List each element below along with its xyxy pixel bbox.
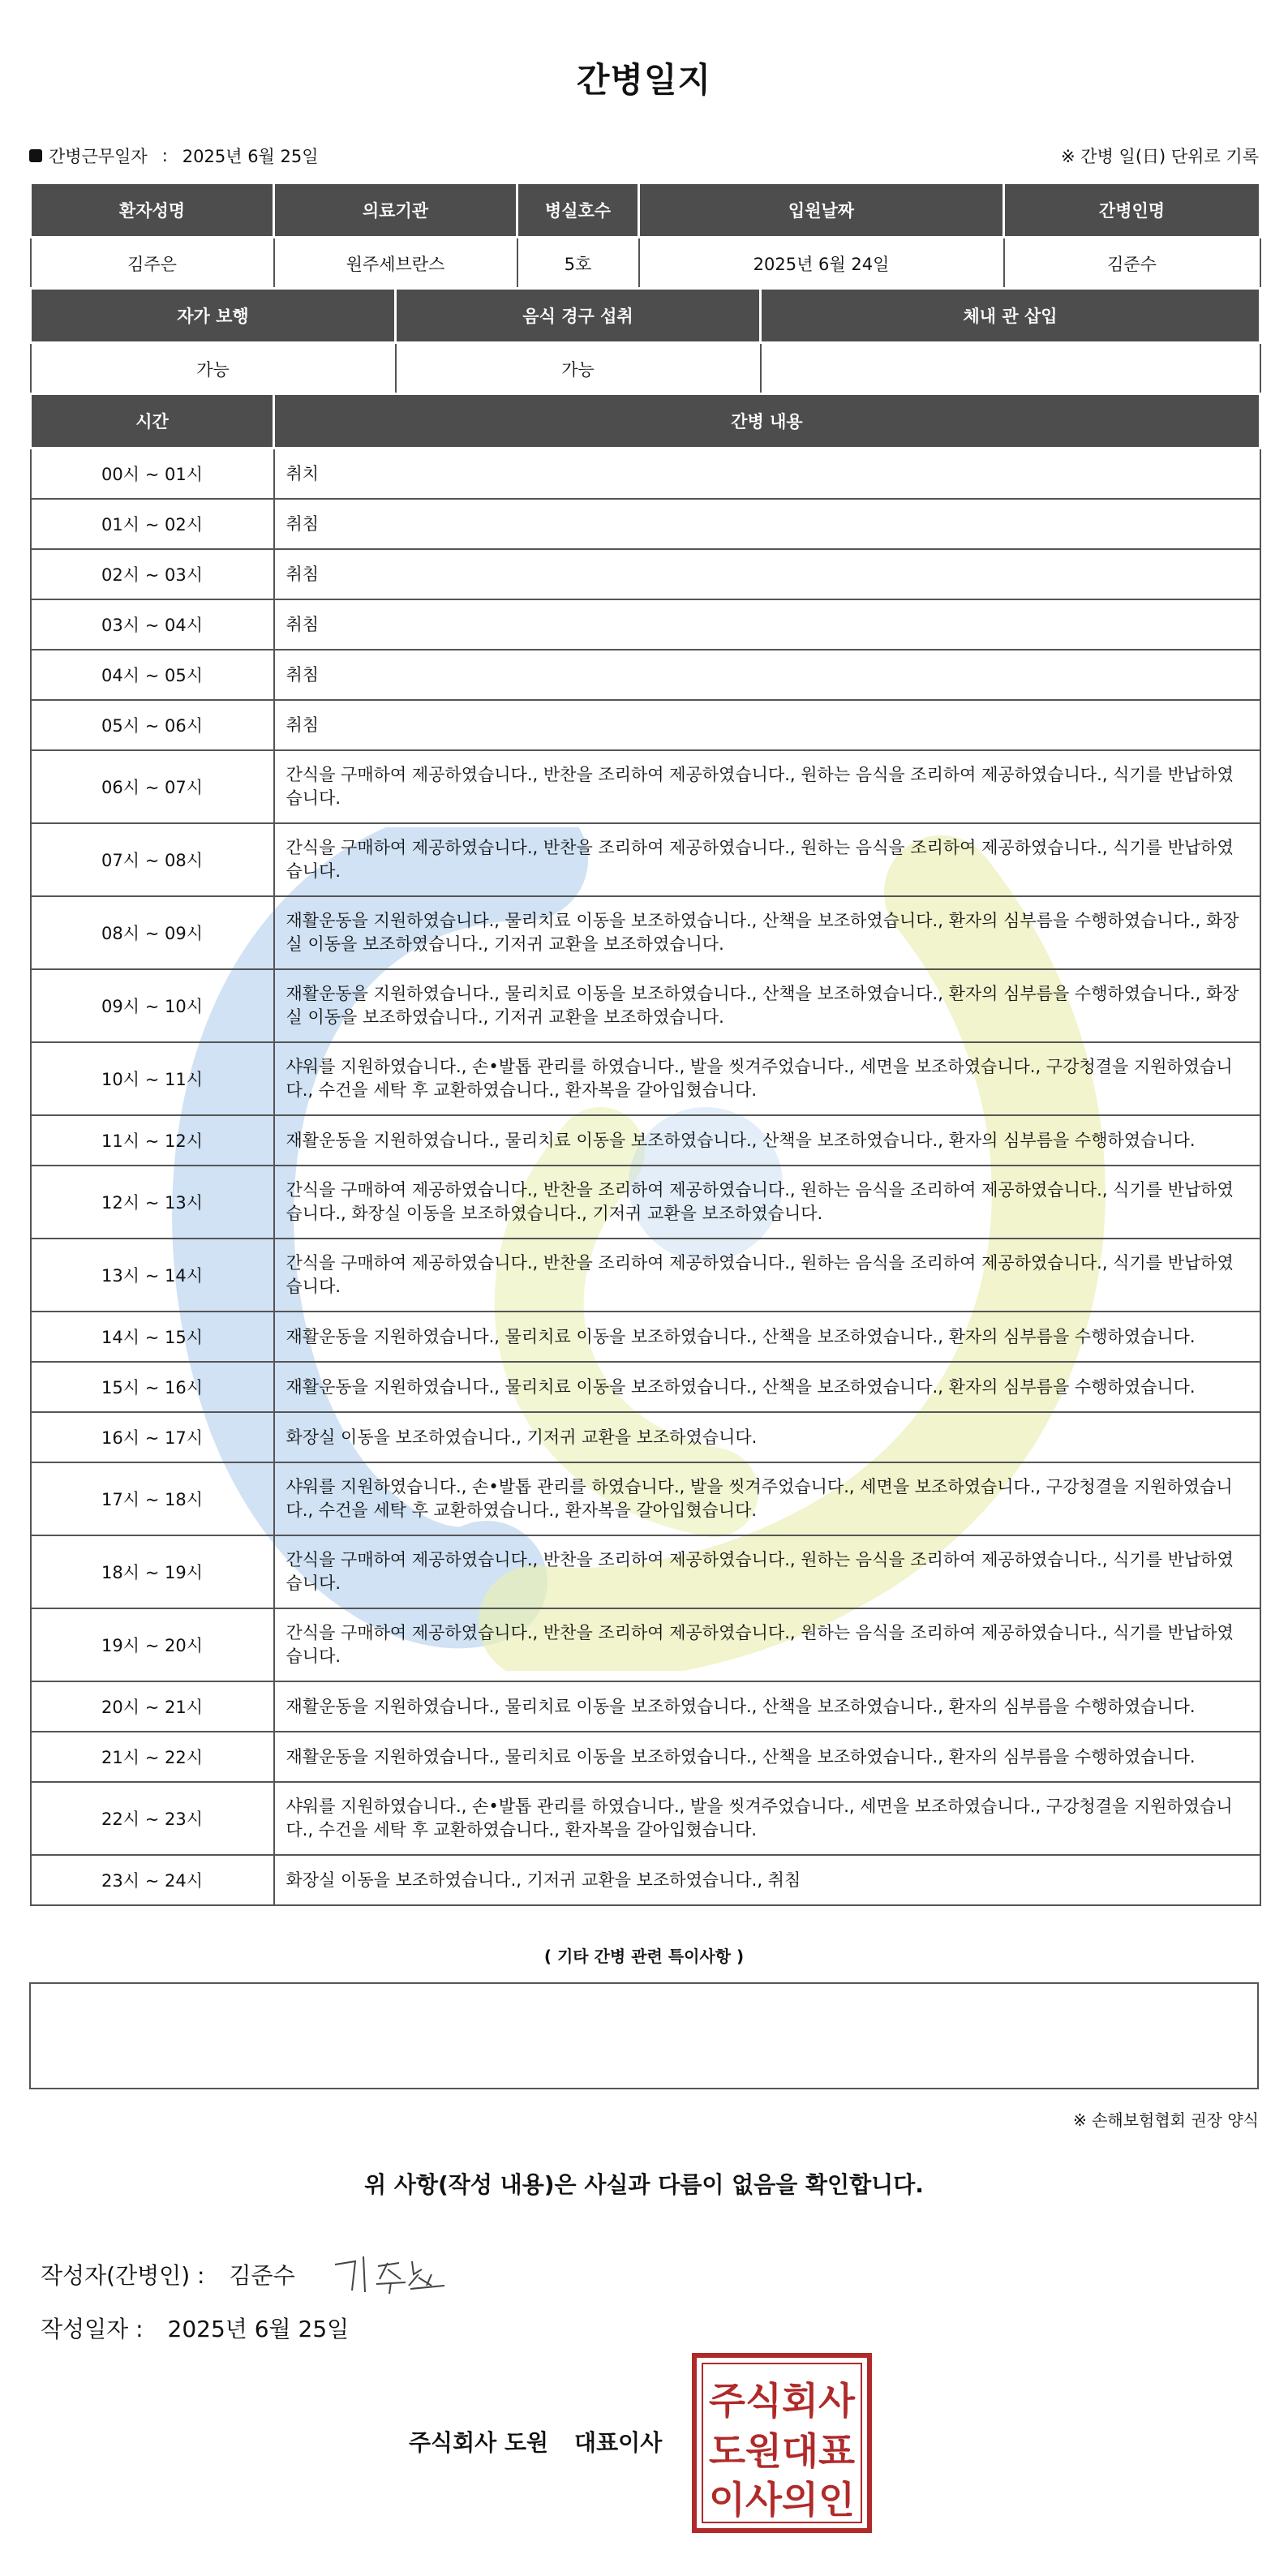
svg-text:이사의인: 이사의인	[709, 2478, 855, 2522]
care-log-row	[31, 1855, 1260, 1905]
written-date-row	[41, 2312, 349, 2344]
work-date-separator: :	[161, 146, 168, 165]
care-log-time: 14시 ~ 15시	[31, 1312, 274, 1362]
header-admission-date: 입원날짜	[639, 183, 1004, 238]
care-log-time: 13시 ~ 14시	[31, 1239, 274, 1312]
patient-status-table	[29, 287, 1261, 396]
company-row	[409, 2425, 662, 2458]
care-log-row	[31, 599, 1260, 650]
care-log-row	[31, 1681, 1260, 1732]
patient-name: 김주은	[31, 238, 274, 290]
care-log-content: 재활운동을 지원하였습니다., 물리치료 이동을 보조하였습니다., 산책을 보조하였습니다., 환자의 심부름을 수행하였습니다., 화장실 이동을 보조하였습니다., 기저귀 교환을 보조하였습니다.	[274, 969, 1260, 1042]
care-log-row	[31, 750, 1260, 823]
care-log-content: 화장실 이동을 보조하였습니다., 기저귀 교환을 보조하였습니다., 취침	[274, 1855, 1260, 1905]
svg-text:주식회사: 주식회사	[709, 2379, 856, 2423]
care-log-content: 샤워를 지원하였습니다., 손•발톱 관리를 하였습니다., 발을 씻겨주었습니다., 세면을 보조하였습니다., 구강청결을 지원하였습니다., 수건을 세탁 후 교환하였습니다., 환자복을 갈아입혔습니다.	[274, 1042, 1260, 1115]
care-log-row	[31, 449, 1260, 500]
self-walking-value: 가능	[31, 343, 396, 396]
care-log-time: 16시 ~ 17시	[31, 1412, 274, 1462]
signature-image	[331, 2250, 453, 2299]
page-title: 간병일지	[576, 60, 712, 100]
admission-date: 2025년 6월 24일	[639, 238, 1004, 290]
care-log-time: 05시 ~ 06시	[31, 700, 274, 750]
header-hospital: 의료기관	[274, 183, 517, 238]
header-caregiver-name: 간병인명	[1004, 183, 1260, 238]
company-name: 주식회사 도원	[409, 2429, 549, 2456]
header-room: 병실호수	[517, 183, 639, 238]
header-time: 시간	[31, 394, 274, 449]
special-notes-box	[29, 1982, 1259, 2089]
header-self-walking: 자가 보행	[31, 289, 396, 343]
svg-text:도원대표: 도원대표	[709, 2429, 856, 2473]
unit-note: ※ 간병 일(日) 단위로 기록	[1061, 147, 1259, 166]
care-log-content: 간식을 구매하여 제공하였습니다., 반찬을 조리하여 제공하였습니다., 원하는 음식을 조리하여 제공하였습니다., 식기를 반납하였습니다.	[274, 1239, 1260, 1312]
care-log-row	[31, 700, 1260, 750]
care-log-content: 간식을 구매하여 제공하였습니다., 반찬을 조리하여 제공하였습니다., 원하는 음식을 조리하여 제공하였습니다., 식기를 반납하였습니다., 화장실 이동을 보조하였습니다., 기저귀 교환을 보조하였습니다.	[274, 1166, 1260, 1239]
care-log-time: 02시 ~ 03시	[31, 549, 274, 599]
care-log-time: 03시 ~ 04시	[31, 599, 274, 650]
care-log-time: 23시 ~ 24시	[31, 1855, 274, 1905]
care-log-row	[31, 1239, 1260, 1312]
care-log-row	[31, 1115, 1260, 1166]
care-log-content: 취침	[274, 499, 1260, 549]
care-log-row	[31, 1462, 1260, 1535]
tube-insertion-value	[761, 343, 1260, 396]
written-date-label: 작성일자 :	[41, 2316, 144, 2342]
ceo-title: 대표이사	[574, 2429, 663, 2456]
patient-info-table	[29, 182, 1261, 290]
care-log-content: 취침	[274, 599, 1260, 650]
room-number: 5호	[517, 238, 639, 290]
company-seal-stamp	[691, 2352, 873, 2534]
care-log-time: 11시 ~ 12시	[31, 1115, 274, 1166]
care-log-content: 재활운동을 지원하였습니다., 물리치료 이동을 보조하였습니다., 산책을 보조하였습니다., 환자의 심부름을 수행하였습니다.	[274, 1362, 1260, 1412]
care-log-row	[31, 1312, 1260, 1362]
care-log-content: 샤워를 지원하였습니다., 손•발톱 관리를 하였습니다., 발을 씻겨주었습니다., 세면을 보조하였습니다., 구강청결을 지원하였습니다., 수건을 세탁 후 교환하였습니다., 환자복을 갈아입혔습니다.	[274, 1782, 1260, 1855]
care-log-content: 간식을 구매하여 제공하였습니다., 반찬을 조리하여 제공하였습니다., 원하는 음식을 조리하여 제공하였습니다., 식기를 반납하였습니다.	[274, 1608, 1260, 1681]
work-date-label: 간병근무일자	[49, 147, 148, 166]
care-log-row	[31, 823, 1260, 896]
square-bullet-icon	[29, 149, 42, 162]
care-log-time: 00시 ~ 01시	[31, 449, 274, 500]
care-log-body	[31, 449, 1260, 1906]
care-log-row	[31, 1782, 1260, 1855]
care-log-table	[29, 393, 1261, 1906]
care-log-row	[31, 549, 1260, 599]
care-log-content: 화장실 이동을 보조하였습니다., 기저귀 교환을 보조하였습니다.	[274, 1412, 1260, 1462]
care-log-row	[31, 896, 1260, 969]
header-patient-name: 환자성명	[31, 183, 274, 238]
care-log-time: 15시 ~ 16시	[31, 1362, 274, 1412]
care-log-row	[31, 1535, 1260, 1608]
care-log-content: 취침	[274, 700, 1260, 750]
care-log-content: 재활운동을 지원하였습니다., 물리치료 이동을 보조하였습니다., 산책을 보조하였습니다., 환자의 심부름을 수행하였습니다.	[274, 1312, 1260, 1362]
care-log-content: 간식을 구매하여 제공하였습니다., 반찬을 조리하여 제공하였습니다., 원하는 음식을 조리하여 제공하였습니다., 식기를 반납하였습니다.	[274, 1535, 1260, 1608]
writer-name: 김준수	[229, 2262, 295, 2289]
form-note: ※ 손해보험협회 권장 양식	[1072, 2110, 1259, 2130]
care-log-content: 재활운동을 지원하였습니다., 물리치료 이동을 보조하였습니다., 산책을 보조하였습니다., 환자의 심부름을 수행하였습니다.	[274, 1681, 1260, 1732]
care-log-row	[31, 1362, 1260, 1412]
care-log-content: 간식을 구매하여 제공하였습니다., 반찬을 조리하여 제공하였습니다., 원하는 음식을 조리하여 제공하였습니다., 식기를 반납하였습니다.	[274, 823, 1260, 896]
care-log-time: 10시 ~ 11시	[31, 1042, 274, 1115]
care-log-content: 간식을 구매하여 제공하였습니다., 반찬을 조리하여 제공하였습니다., 원하는 음식을 조리하여 제공하였습니다., 식기를 반납하였습니다.	[274, 750, 1260, 823]
care-log-row	[31, 1166, 1260, 1239]
care-log-row	[31, 969, 1260, 1042]
care-log-time: 09시 ~ 10시	[31, 969, 274, 1042]
care-log-content: 재활운동을 지원하였습니다., 물리치료 이동을 보조하였습니다., 산책을 보조하였습니다., 환자의 심부름을 수행하였습니다.	[274, 1115, 1260, 1166]
header-care-content: 간병 내용	[274, 394, 1260, 449]
care-log-time: 17시 ~ 18시	[31, 1462, 274, 1535]
writer-row	[41, 2250, 453, 2299]
care-log-row	[31, 1412, 1260, 1462]
care-log-row	[31, 1732, 1260, 1782]
header-tube-insertion: 체내 관 삽입	[761, 289, 1260, 343]
written-date-value: 2025년 6월 25일	[167, 2316, 350, 2342]
care-log-time: 04시 ~ 05시	[31, 650, 274, 700]
care-log-time: 20시 ~ 21시	[31, 1681, 274, 1732]
care-log-content: 샤워를 지원하였습니다., 손•발톱 관리를 하였습니다., 발을 씻겨주었습니다., 세면을 보조하였습니다., 구강청결을 지원하였습니다., 수건을 세탁 후 교환하였습니다., 환자복을 갈아입혔습니다.	[274, 1462, 1260, 1535]
care-log-time: 08시 ~ 09시	[31, 896, 274, 969]
care-log-row	[31, 499, 1260, 549]
caregiver-name: 김준수	[1004, 238, 1260, 290]
care-log-content: 취침	[274, 650, 1260, 700]
meta-row	[29, 140, 1259, 172]
care-log-content: 취침	[274, 549, 1260, 599]
care-log-time: 21시 ~ 22시	[31, 1732, 274, 1782]
special-notes-title: ( 기타 간병 관련 특이사항 )	[543, 1947, 745, 1966]
care-log-time: 18시 ~ 19시	[31, 1535, 274, 1608]
care-log-row	[31, 1608, 1260, 1681]
care-log-time: 12시 ~ 13시	[31, 1166, 274, 1239]
care-log-row	[31, 650, 1260, 700]
care-log-content: 취치	[274, 449, 1260, 500]
care-log-time: 01시 ~ 02시	[31, 499, 274, 549]
hospital: 원주세브란스	[274, 238, 517, 290]
oral-intake-value: 가능	[396, 343, 761, 396]
care-log-row	[31, 1042, 1260, 1115]
care-log-time: 06시 ~ 07시	[31, 750, 274, 823]
care-log-time: 22시 ~ 23시	[31, 1782, 274, 1855]
care-log-content: 재활운동을 지원하였습니다., 물리치료 이동을 보조하였습니다., 산책을 보조하였습니다., 환자의 심부름을 수행하였습니다.	[274, 1732, 1260, 1782]
confirmation-statement: 위 사항(작성 내용)은 사실과 다름이 없음을 확인합니다.	[364, 2171, 924, 2198]
work-date-value: 2025년 6월 25일	[182, 147, 319, 166]
care-log-time: 07시 ~ 08시	[31, 823, 274, 896]
care-log-content: 재활운동을 지원하였습니다., 물리치료 이동을 보조하였습니다., 산책을 보조하였습니다., 환자의 심부름을 수행하였습니다., 화장실 이동을 보조하였습니다., 기저귀 교환을 보조하였습니다.	[274, 896, 1260, 969]
writer-label: 작성자(간병인) :	[41, 2262, 205, 2289]
care-log-time: 19시 ~ 20시	[31, 1608, 274, 1681]
header-oral-intake: 음식 경구 섭취	[396, 289, 761, 343]
work-date	[29, 144, 319, 168]
